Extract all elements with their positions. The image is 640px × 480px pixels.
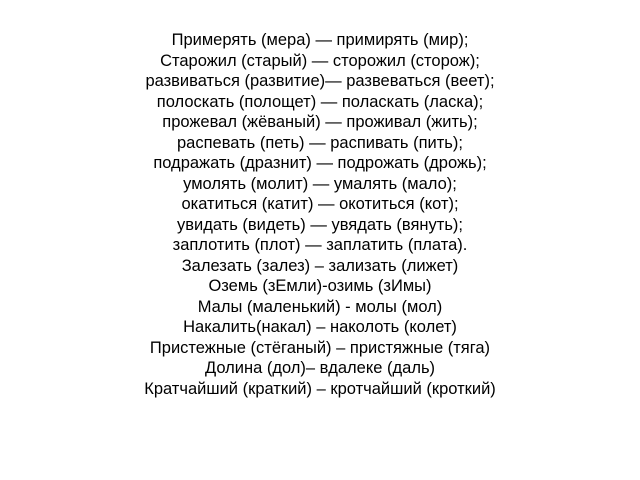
word-pair-line: Старожил (старый) — сторожил (сторож); <box>160 51 480 70</box>
word-pairs-list <box>0 30 640 399</box>
word-pair-line: Накалить(накал) – наколоть (колет) <box>183 318 457 336</box>
word-pair-line: увидать (видеть) — увядать (вянуть); <box>176 215 463 234</box>
word-pair-line: Кратчайший (краткий) – кротчайший (кроткий) <box>144 379 496 398</box>
word-pair-line: Примерять (мера) — примирять (мир); <box>171 31 469 49</box>
word-pair-line: Пристежные (стёганый) – пристяжные (тяга) <box>149 338 491 357</box>
word-pair-line: подражать (дразнит) — подрожать (дрожь); <box>153 154 487 172</box>
word-pair-line: заплотить (плот) — заплатить (плата). <box>172 236 468 254</box>
word-pair-line: окатиться (катит) — окотиться (кот); <box>181 195 459 213</box>
word-pair-line: распевать (петь) — распивать (пить); <box>177 133 463 152</box>
word-pair-line: полоскать (полощет) — поласкать (ласка); <box>156 92 484 111</box>
word-pair-line: умолять (молит) — умалять (мало); <box>183 174 457 193</box>
word-pair-line: Залезать (залез) – зализать (лижет) <box>181 256 459 275</box>
word-pair-line: Долина (дол)– вдалеке (даль) <box>204 359 436 377</box>
word-pair-line: Малы (маленький) - молы (мол) <box>197 297 443 316</box>
word-pair-line: развиваться (развитие)— развеваться (веет); <box>145 72 495 90</box>
word-pair-line: прожевал (жёваный) — проживал (жить); <box>162 113 478 131</box>
word-pair-line: Оземь (зЕмли)-озимь (зИмы) <box>208 277 432 295</box>
